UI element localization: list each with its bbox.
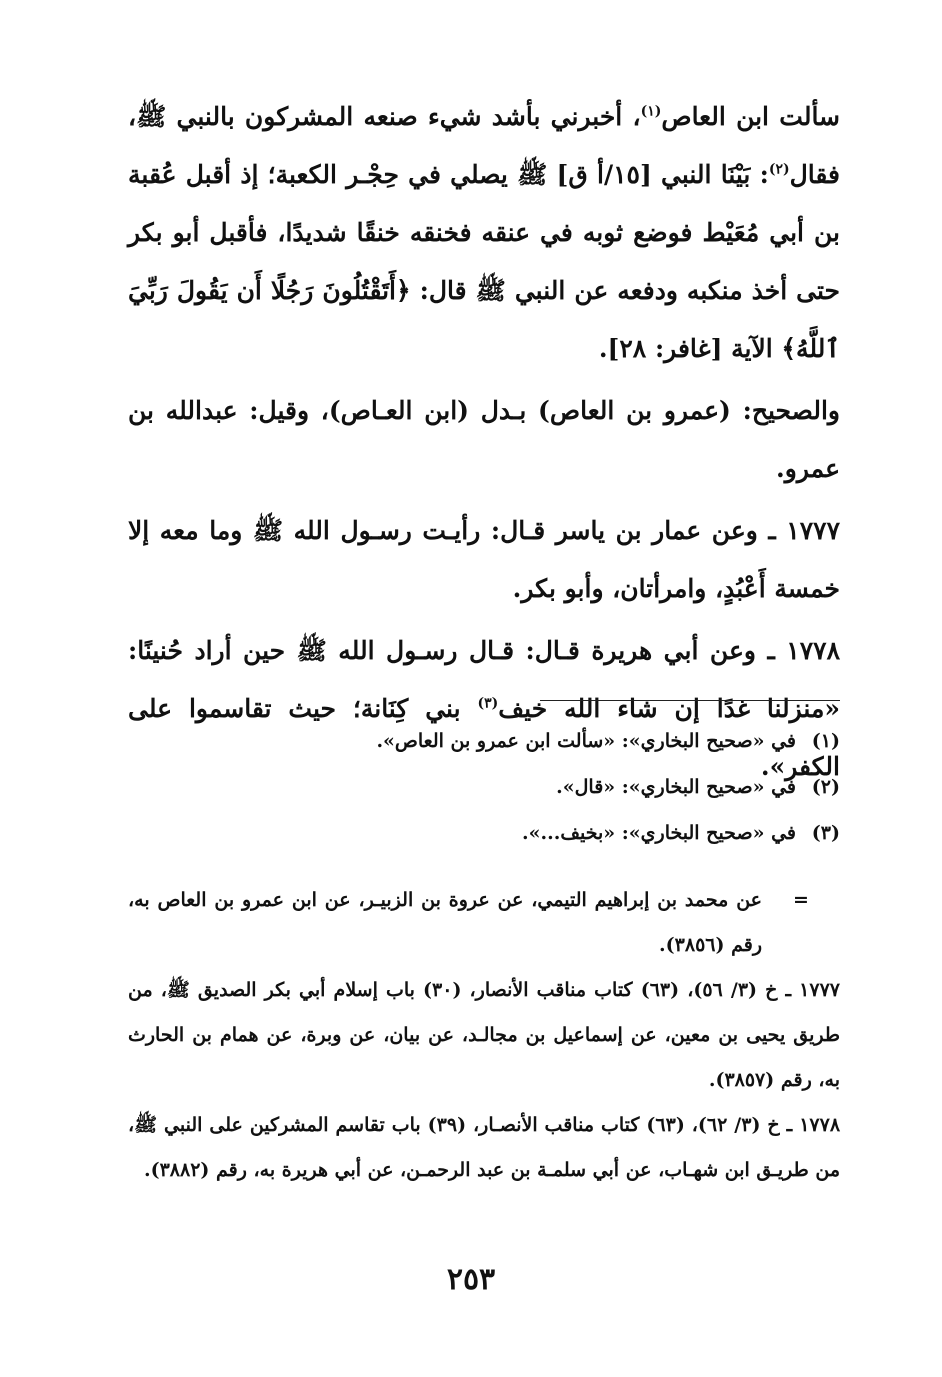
- text-segment: ، أخبرني بأشد شيء صنعه المشركون بالنبي ﷺ، فقال: [128, 102, 840, 189]
- main-text: [128, 88, 840, 796]
- paragraph-correction: والصحيح: (عمرو بن العاص) بـدل (ابن العـاص)، وقيل: عبدالله بن عمرو.: [128, 396, 840, 483]
- text-segment: بني كِنَانة؛ حيث تقاسموا على الكفر».: [128, 694, 840, 781]
- footnote-ref-1: (١): [640, 103, 662, 120]
- footnotes: [128, 718, 840, 856]
- footnote-text: في «صحيح البخاري»: «قال».: [556, 776, 796, 798]
- page-number: ٢٥٣: [446, 1262, 496, 1297]
- takhrij-1777: ١٧٧٧ ـ خ (٣/ ٥٦)، (٦٣) كتاب مناقب الأنصار، (٣٠) باب إسلام أبي بكر الصديق ﷺ، من طريق يحيى بن معين، عن إسماعيل بن مجالـد، عن بيان، عن وبرة، عن همام بن الحارث به، رقم (٣٨٥٧).: [128, 979, 840, 1091]
- footnote-item: [128, 764, 840, 810]
- footnote-ref-3: (٣): [477, 695, 499, 712]
- footnote-number: (٢): [811, 776, 840, 798]
- continuation-mark: =: [793, 889, 809, 911]
- takhrij-text: عن محمد بن إبراهيم التيمي، عن عروة بن الزبيـر، عن ابن عمرو بن العاص به، رقم (٣٨٥٦).: [128, 889, 762, 956]
- footnote-ref-2: (٢): [768, 161, 790, 178]
- takhrij-1778: ١٧٧٨ ـ خ (٣/ ٦٢)، (٦٣) كتاب مناقب الأنصـار، (٣٩) باب تقاسم المشركين على النبي ﷺ، من طريـق ابن شهـاب، عن أبي سلمـة بن عبد الرحمـن، عن أبي هريرة به، رقم (٣٨٨٢).: [128, 1114, 841, 1181]
- text-segment: ١٧٧٨ ـ وعن أبي هريرة قـال: قـال رسـول الله ﷺ حين أراد حُنينًا: «منزلنا غدًا إن شاء الله خيف: [128, 636, 840, 723]
- text-segment: سألت ابن العاص: [661, 102, 841, 131]
- paragraph-hadith-1776-cont: [128, 88, 840, 378]
- footnote-number: (١): [811, 730, 840, 752]
- footnote-number: (٣): [811, 822, 840, 844]
- footnote-divider: [540, 700, 840, 701]
- footnote-item: [128, 810, 840, 856]
- takhrij-notes: [128, 878, 840, 1193]
- paragraph-hadith-1777: ١٧٧٧ ـ وعن عمار بن ياسر قـال: رأيـت رسـول الله ﷺ وما معه إلا خمسة أَعْبُدٍ، وامرأتان، وأبو بكر.: [128, 516, 840, 603]
- footnote-item: [128, 718, 840, 764]
- footnote-text: في «صحيح البخاري»: «بخيف...».: [522, 822, 796, 844]
- footnote-text: في «صحيح البخاري»: «سألت ابن عمرو بن العاص».: [376, 730, 796, 752]
- text-segment: : بَيْنَا النبي [١٥/أ ق] ﷺ يصلي في حِجْـر الكعبة؛ إذ أقبل عُقبة بن أبي مُعَيْط فوضع ثوبه في عنقه فخنقه خنقًا شديدًا، فأقبل أبو بكر حتى أخذ منكبه ودفعه عن النبي ﷺ قال: ﴿أَتَقْتُلُونَ رَجُلًا أَن يَقُولَ رَبِّيَ ٱللَّهُ﴾ الآية [غافر: ٢٨].: [128, 160, 840, 363]
- takhrij-continuation: [128, 878, 840, 968]
